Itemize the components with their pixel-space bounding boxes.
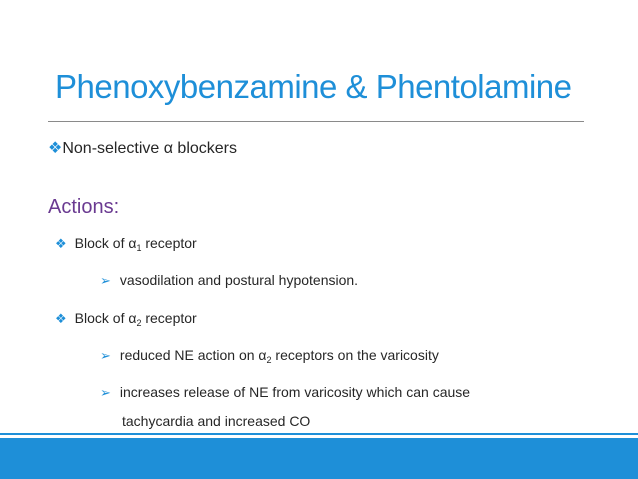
footer-bar bbox=[0, 438, 638, 479]
arrow-bullet-icon: ➢ bbox=[100, 348, 111, 363]
diamond-bullet-icon: ❖ bbox=[48, 140, 63, 157]
subscript: 2 bbox=[266, 355, 272, 365]
intro-text: Non-selective α blockers bbox=[62, 140, 237, 157]
bullet-text: receptor bbox=[141, 310, 197, 326]
bullet-text: Block of α bbox=[74, 310, 137, 326]
subscript: 1 bbox=[136, 243, 142, 253]
sub-bullet-continuation: tachycardia and increased CO bbox=[122, 413, 311, 429]
arrow-bullet-icon: ➢ bbox=[100, 273, 111, 288]
sub-bullet bbox=[100, 385, 470, 399]
sub-bullet-text: increases release of NE from varicosity which can cause bbox=[119, 384, 471, 400]
sub-bullet-text: receptors on the varicosity bbox=[271, 347, 439, 363]
bullet-alpha1 bbox=[55, 236, 197, 253]
bullet-alpha2 bbox=[55, 311, 197, 328]
sub-bullet bbox=[100, 348, 439, 365]
arrow-bullet-icon: ➢ bbox=[100, 385, 111, 400]
diamond-bullet-icon: ❖ bbox=[55, 311, 67, 326]
slide-title: Phenoxybenzamine & Phentolamine bbox=[55, 68, 572, 105]
sub-bullet-text: vasodilation and postural hypotension. bbox=[119, 272, 359, 288]
subscript: 2 bbox=[136, 318, 142, 328]
intro-line bbox=[48, 141, 237, 157]
bullet-text: receptor bbox=[141, 235, 197, 251]
footer-accent-line bbox=[0, 433, 638, 435]
sub-bullet-text: reduced NE action on α bbox=[119, 347, 267, 363]
actions-heading: Actions: bbox=[48, 196, 120, 218]
bullet-text: Block of α bbox=[74, 235, 137, 251]
diamond-bullet-icon: ❖ bbox=[55, 236, 67, 251]
title-divider bbox=[48, 121, 584, 122]
sub-bullet bbox=[100, 273, 358, 287]
